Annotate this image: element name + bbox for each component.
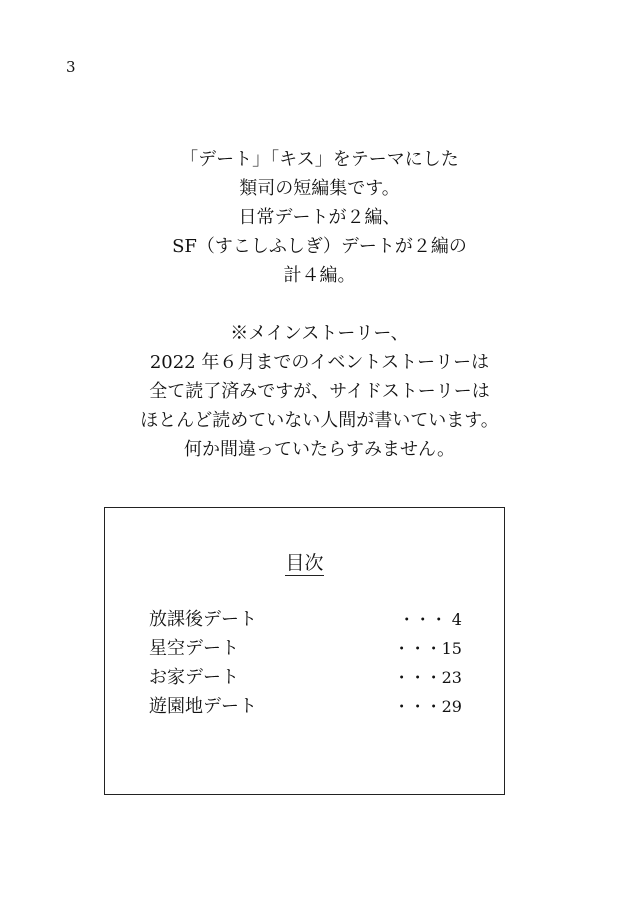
toc-title-text: 目次 xyxy=(285,552,324,574)
toc-item-label: 星空デート xyxy=(149,638,239,659)
toc-item-after-school-date xyxy=(149,605,462,634)
intro-text xyxy=(0,145,639,464)
toc-item-home-date xyxy=(149,663,462,692)
toc-item-label: 遊園地デート xyxy=(149,696,257,717)
toc-item-label: お家デート xyxy=(149,667,239,688)
toc-list xyxy=(149,605,462,721)
toc-item-label: 放課後デート xyxy=(149,609,257,630)
page-number: 3 xyxy=(66,58,76,76)
toc-item-starry-sky-date xyxy=(149,634,462,663)
toc-item-amusement-park-date xyxy=(149,692,462,721)
table-of-contents xyxy=(104,507,505,795)
intro-line: 「デート」「キス」をテーマにした xyxy=(180,149,459,170)
intro-line: 日常デートが２編、 xyxy=(238,207,401,228)
toc-item-page: ・・・ 4 xyxy=(398,610,462,629)
intro-note-line: 全て読了済みですが、サイドストーリーは xyxy=(149,381,490,402)
toc-item-page: ・・・15 xyxy=(393,639,462,658)
toc-title xyxy=(105,551,504,575)
intro-note-line: ※メインストーリー、 xyxy=(230,323,409,344)
intro-note-line: ほとんど読めていない人間が書いています。 xyxy=(140,410,499,431)
intro-line: SF（すこしふしぎ）デートが２編の xyxy=(172,236,467,257)
intro-note-line: 何か間違っていたらすみません。 xyxy=(183,439,456,460)
intro-note-line: 2022 年６月までのイベントストーリーは xyxy=(149,352,490,373)
toc-item-page: ・・・29 xyxy=(393,697,462,716)
intro-line: 類司の短編集です。 xyxy=(239,178,400,199)
toc-item-page: ・・・23 xyxy=(393,668,462,687)
intro-line: 計４編。 xyxy=(283,265,356,286)
intro-blank-line xyxy=(0,290,639,319)
